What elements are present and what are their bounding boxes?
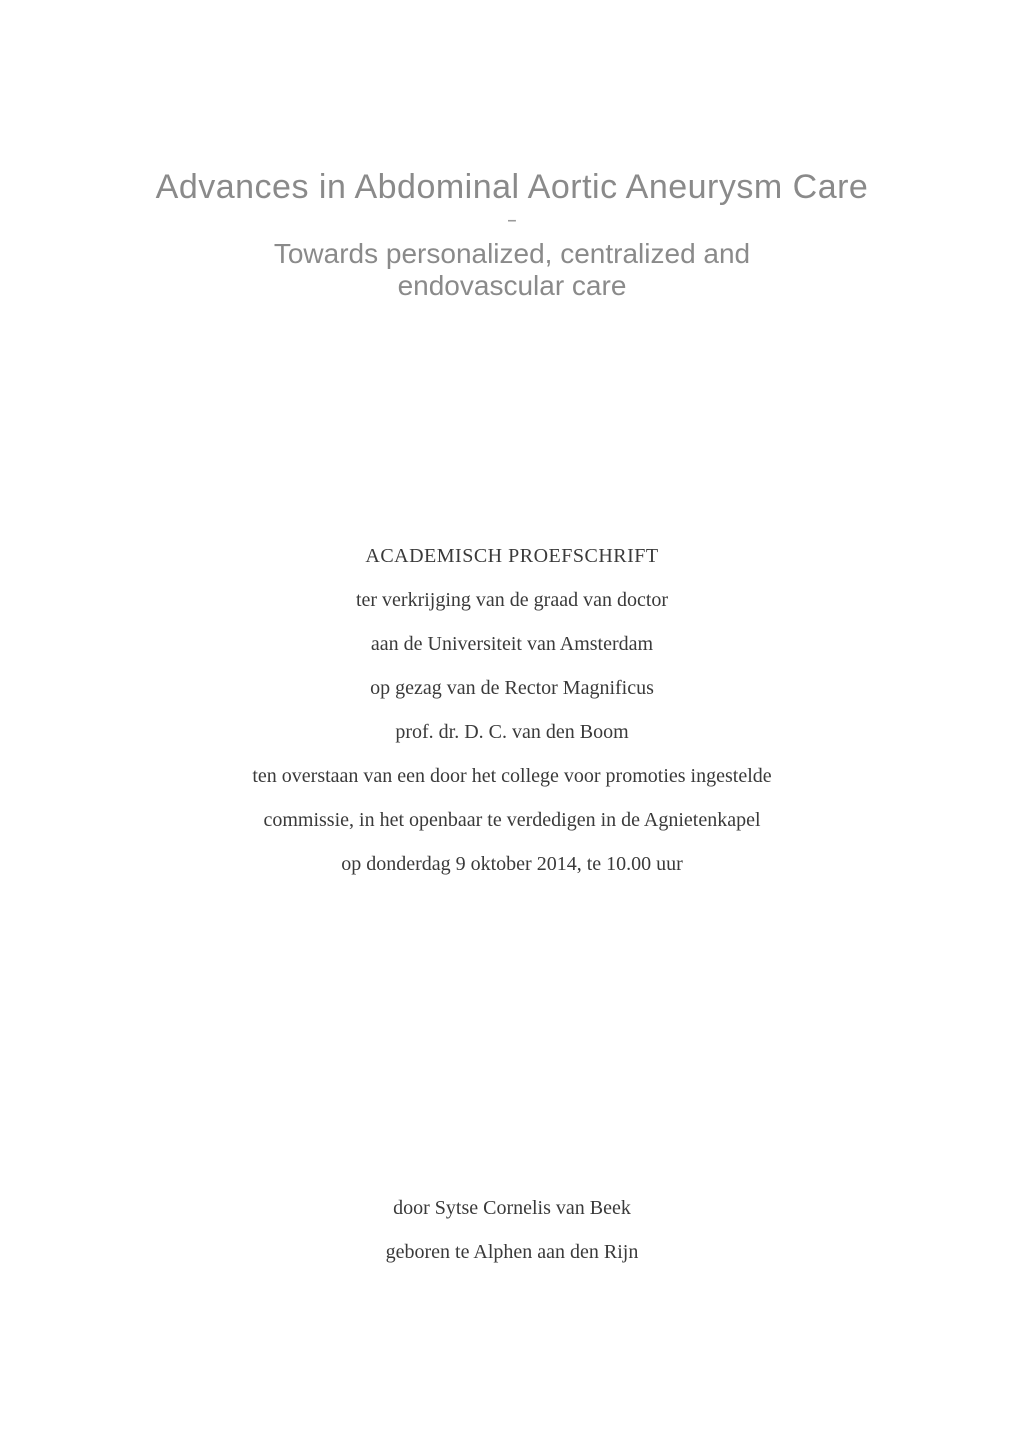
- page-title: Advances in Abdominal Aortic Aneurysm Care: [155, 168, 869, 206]
- proefschrift-line: op gezag van de Rector Magnificus: [370, 677, 654, 699]
- author-line: door Sytse Cornelis van Beek: [393, 1197, 631, 1219]
- proefschrift-block: [0, 534, 1024, 886]
- subtitle-line-1: Towards personalized, centralized and: [273, 238, 751, 270]
- proefschrift-line: ter verkrijging van de graad van doctor: [355, 589, 669, 611]
- proefschrift-line: commissie, in het openbaar te verdedigen in de Agnietenkapel: [263, 809, 761, 831]
- proefschrift-line: aan de Universiteit van Amsterdam: [370, 633, 654, 655]
- proefschrift-line: prof. dr. D. C. van den Boom: [395, 721, 629, 743]
- proefschrift-line: ten overstaan van een door het college voor promoties ingestelde: [252, 765, 772, 787]
- author-block: [0, 1186, 1024, 1274]
- birthplace-line: geboren te Alphen aan den Rijn: [385, 1241, 639, 1263]
- page-subtitle: [0, 238, 1024, 302]
- proefschrift-line: op donderdag 9 oktober 2014, te 10.00 uur: [341, 853, 683, 875]
- subtitle-line-2: endovascular care: [397, 270, 627, 302]
- title-separator-dash: –: [507, 212, 517, 230]
- proefschrift-heading: ACADEMISCH PROEFSCHRIFT: [365, 545, 659, 567]
- title-block: [0, 168, 1024, 303]
